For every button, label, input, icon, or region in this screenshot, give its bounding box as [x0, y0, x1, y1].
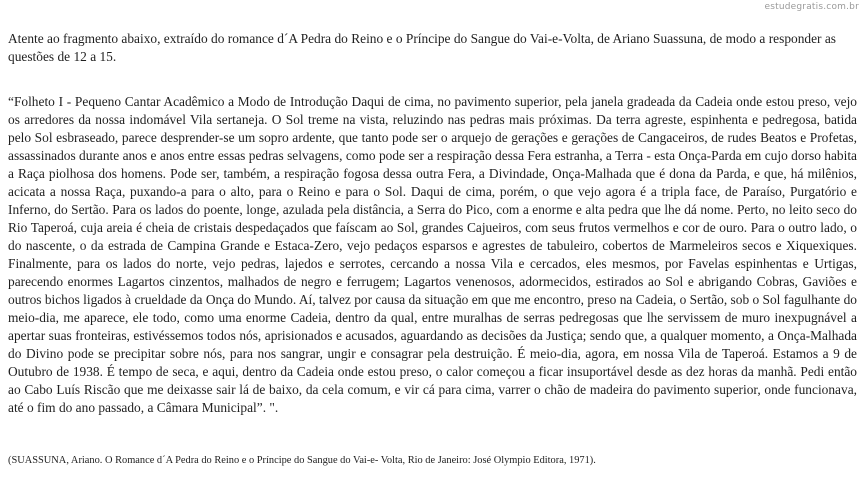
excerpt-passage: “Folheto I - Pequeno Cantar Acadêmico a Modo de Introdução Daqui de cima, no pavimento superior, pela janela gradeada da Cadeia onde estou preso, vejo os arredores da nossa indomável Vila sertaneja. O Sol treme na vista, reluzindo nas pedras mais próximas. Da terra agreste, espinhenta e pedregosa, batida pelo Sol esbraseado, parece desprender-se um sopro ardente, que tanto pode ser o arquejo de gerações e gerações de Cangaceiros, de rudes Beatos e Profetas, assassinados durante anos e anos entre essas pedras selvagens, como pode ser a respiração dessa Fera estranha, a Terra - esta Onça-Parda em cujo dorso habita a Raça piolhosa dos homens. Pode ser, também, a respiração fogosa dessa outra Fera, a Divindade, Onça-Malhada que é dona da Parda, e que, há milênios, acicata a nossa Raça, puxando-a para o alto, para o Reino e para o Sol. Daqui de cima, porém, o que vejo agora é a tripla face, de Paraíso, Purgatório e Inferno, do Sertão. Para os lados do poente, longe, azulada pela distância, a Serra do Pico, com a enorme e alta pedra que lhe dá nome. Perto, no leito seco do Rio Taperoá, cuja areia é cheia de cristais despedaçados que faíscam ao Sol, grandes Cajueiros, com seus frutos vermelhos e cor de ouro. Para o outro lado, o do nascente, o da estrada de Campina Grande e Estaca-Zero, vejo pedaços esparsos e agrestes de tabuleiro, cobertos de Marmeleiros secos e Xiquexiques. Finalmente, para os lados do norte, vejo pedras, lajedos e serrotes, cercando a nossa Vila e cercados, eles mesmos, por Favelas espinhentas e Urtigas, parecendo enormes Lagartos cinzentos, malhados de negro e ferrugem; Lagartos venenosos, adormecidos, estirados ao Sol e abrigando Cobras, Gaviões e outros bichos ligados à crueldade da Onça do Mundo. Aí, talvez por causa da situação em que me encontro, preso na Cadeia, o Sertão, sob o Sol fagulhante do meio-dia, me aparece, ele todo, como uma enorme Cadeia, dentro da qual, entre muralhas de serras pedregosas que lhe servissem de muro inexpugnável a apertar suas fronteiras, estivéssemos todos nós, aprisionados e acusados, aguardando as decisões da Justiça; sendo que, a qualquer momento, a Onça-Malhada do Divino pode se precipitar sobre nós, para nos sangrar, ungir e consagrar pela destruição. É meio-dia, agora, em nossa Vila de Taperoá. Estamos a 9 de Outubro de 1938. É tempo de seca, e aqui, dentro da Cadeia onde estou preso, o calor começou a ficar insuportável desde as dez horas da manhã. Pedi então ao Cabo Luís Riscão que me deixasse sair lá de baixo, da cela comum, e vir cá para cima, varrer o chão de madeira do pavimento superior, onde funcionava, até o fim do ano passado, a Câmara Municipal”. ". — [8, 94, 857, 415]
question-intro: Atente ao fragmento abaixo, extraído do romance d´A Pedra do Reino e o Príncipe do Sangue do Vai-e-Volta, de Ariano Suassuna, de modo a responder as questões de 12 a 15. — [8, 31, 837, 64]
site-watermark: estudegratis.com.br — [764, 2, 859, 12]
source-citation: (SUASSUNA, Ariano. O Romance d´A Pedra do Reino e o Príncipe do Sangue do Vai-e- Volta, Rio de Janeiro: José Olympio Editora, 1971). — [8, 455, 596, 466]
